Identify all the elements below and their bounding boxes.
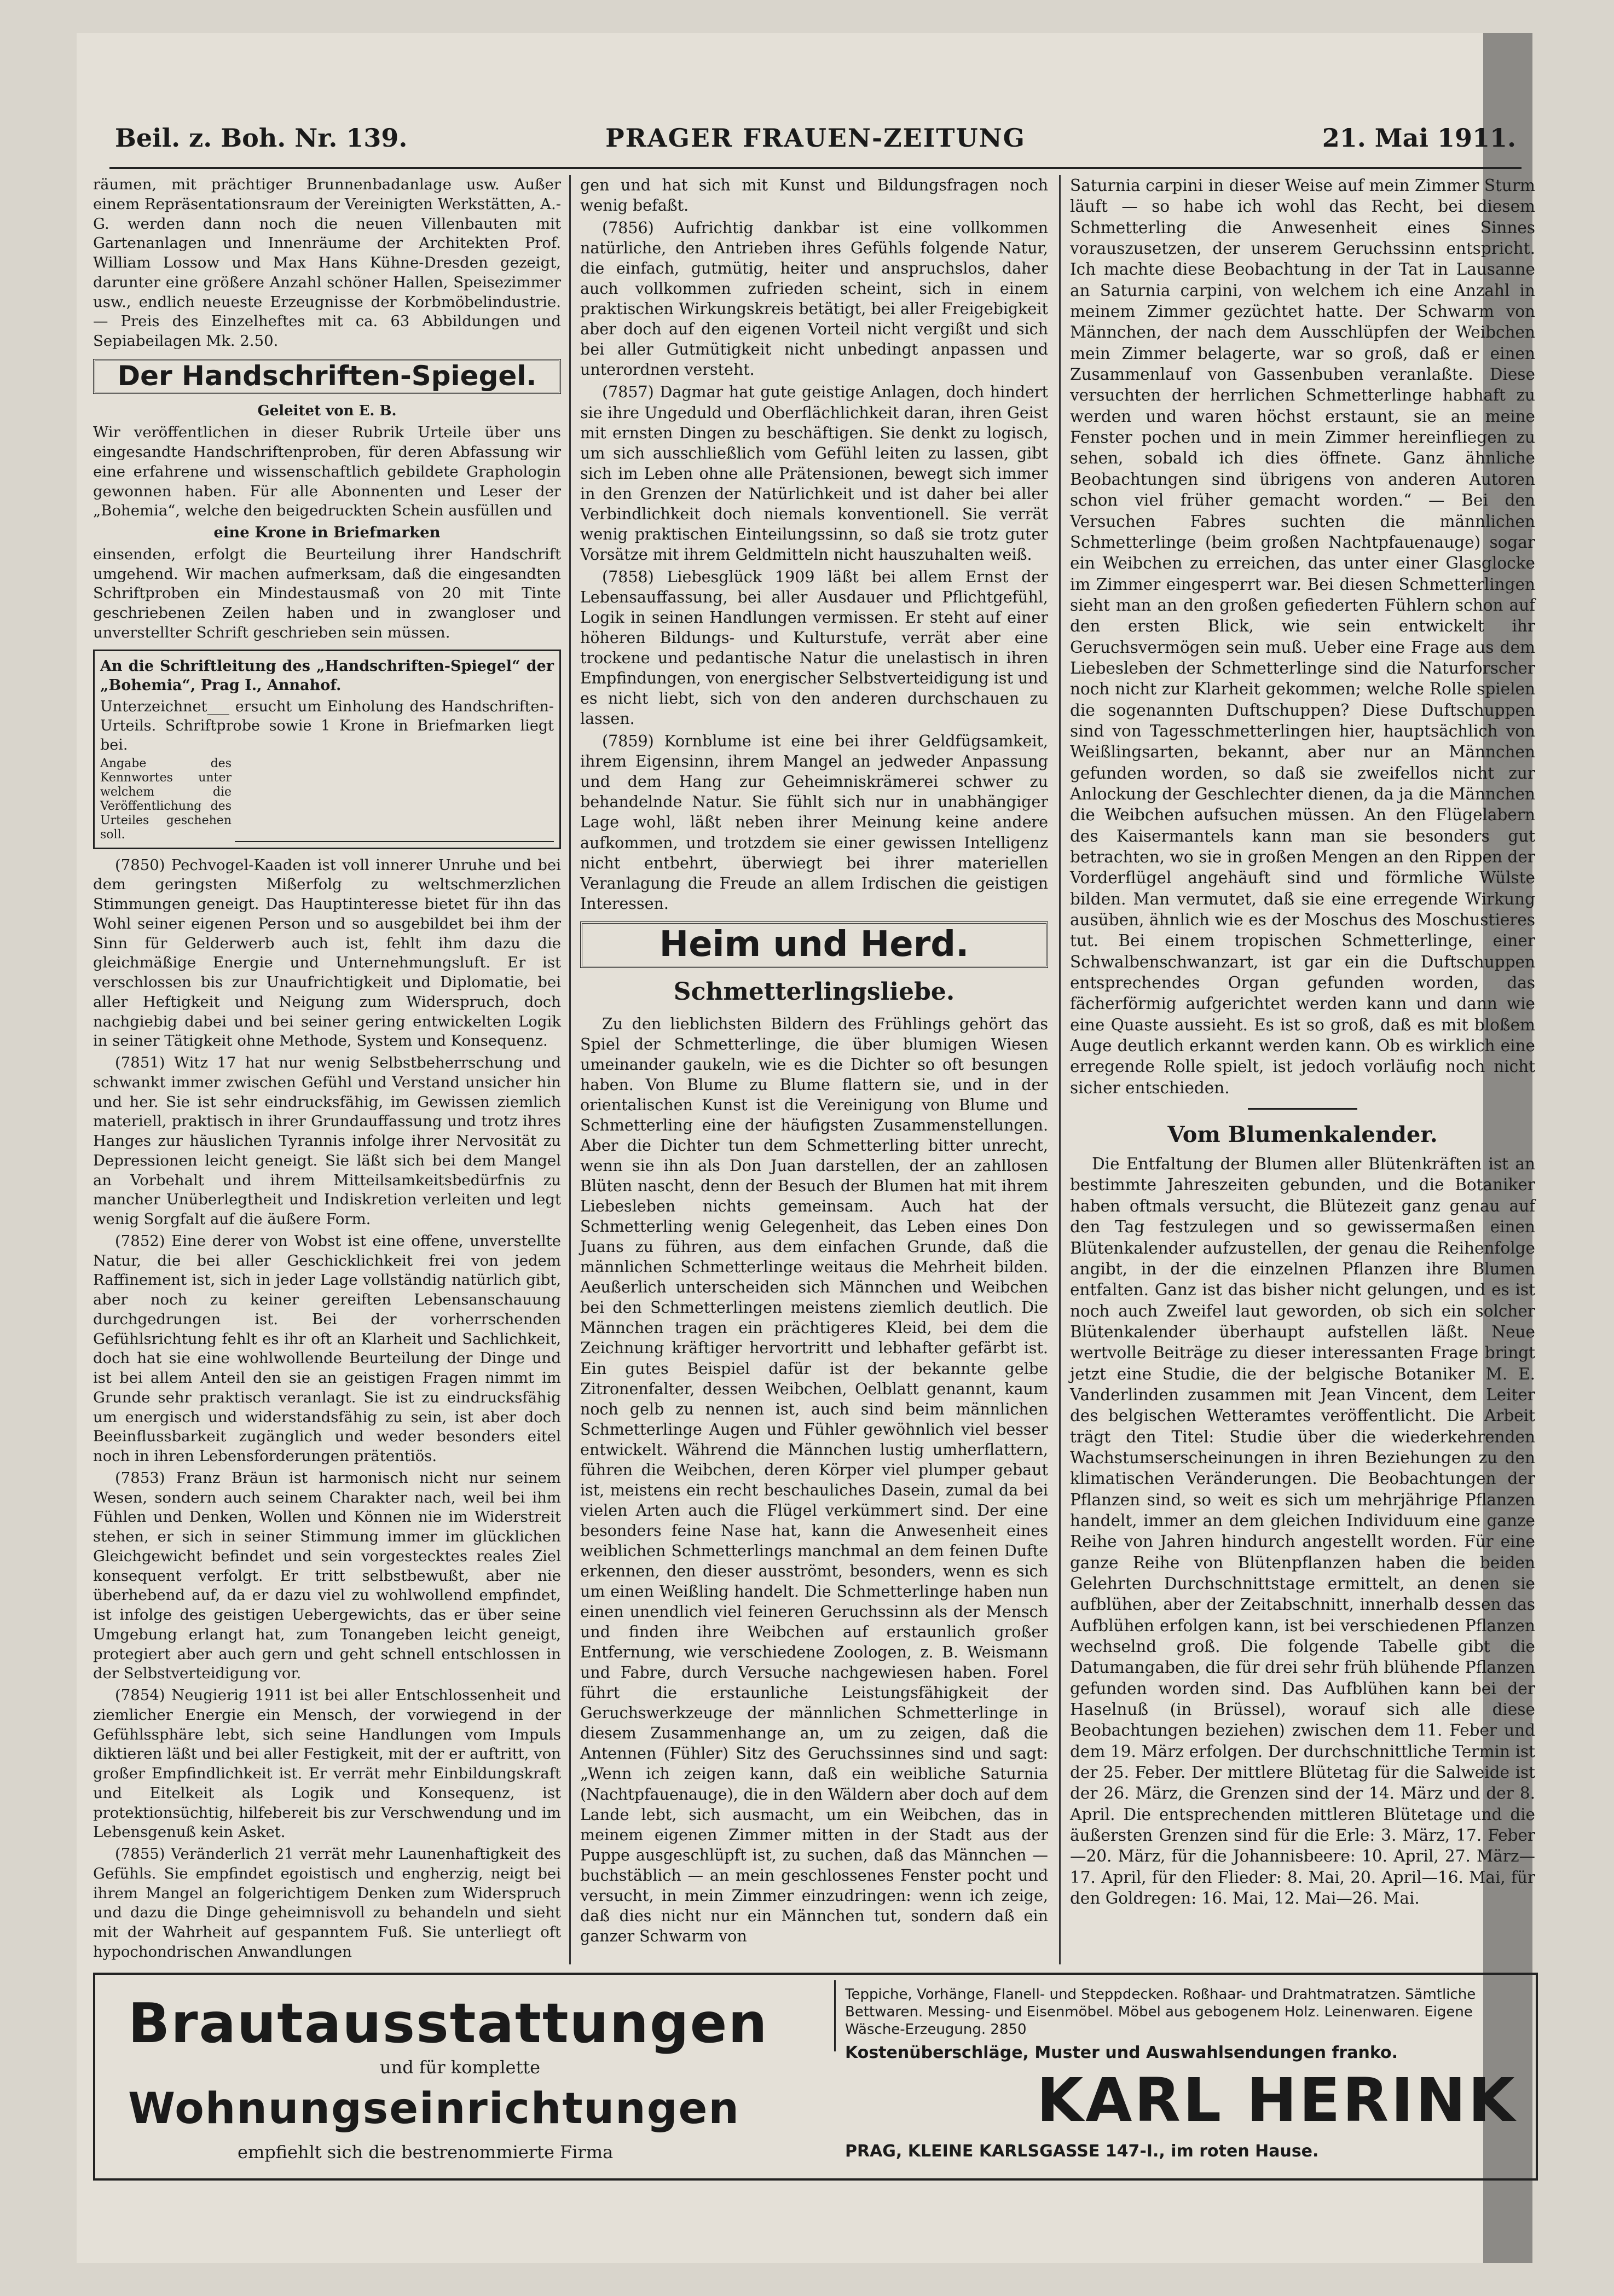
section-title: Der Handschriften-Spiegel. [117, 360, 537, 392]
advertisement [93, 1973, 1538, 2181]
entry: (7858) Liebesglück 1909 läßt bei allem Ernst der Lebensauffassung, bei aller Ausdauer und Pflichtgefühl, Logik in seinen Handlungen vermissen. Er steht auf einer höheren Bildungs- und Kulturstufe, verrät aber eine trockene und pedantische Natur die unelastisch in ihren Empfindungen, von energischer Selbstverteidigung ist und es nicht liebt, sich von den anderen durchschauen zu lassen. [580, 567, 1048, 728]
coupon-field[interactable] [100, 757, 554, 842]
column-3 [1070, 175, 1535, 1911]
article-body: Saturnia carpini in dieser Weise auf mein Zimmer Sturm läuft — so habe ich wohl das Recht, bei diesem Schmetterling die Anwesenheit eines Sinnes vorauszusetzen, der unserem Geruchssinn entspricht. Ich machte diese Beobachtung in der Tat in Lausanne an Saturnia carpini, von welchem ich eine Anzahl in meinem Zimmer gezüchtet hatte. Der Schwarm von Männchen, der nach dem Ausschlüpfen der Weibchen mein Zimmer belagerte, war so groß, daß er einen Zusammenlauf von Gassenbuben veranlaßte. Diese versuchten der herrlichen Schmetterlinge habhaft zu werden und waren höchst erstaunt, sie an meine Fenster pochen und in mein Zimmer hereinfliegen zu sehen, sobald ich dies öffnete. Ganz ähnliche Beobachtungen sind übrigens von anderen Autoren schon viel früher gemacht worden.“ — Bei den Versuchen Fabres suchten die männlichen Schmetterlinge (beim großen Nachtpfauenauge) sogar ein Weibchen zu erreichen, das unter einer Glasglocke im Zimmer eingesperrt war. Bei diesen Schmetterlingen sieht man an den großen gefiederten Fühlern schon auf den ersten Blick, wie sein entwickelt ihr Geruchsvermögen sein muß. Ueber eine Frage aus dem Liebesleben der Schmetterlinge sind die Naturforscher noch nicht zur Klarheit gekommen; welche Rolle spielen die sogenannten Duftschuppen? Diese Duftschuppen sind von Tagesschmetterlingen hier, hauptsächlich von Weißlingsarten, bekannt, aber nur an Männchen gefunden worden, so daß sie zweifellos nicht zur Anlockung der Geschlechter dienen, da ja die Männchen die Weibchen aufsuchen müssen. An den Flügelabern des Kaisermantels kann man sie besonders gut betrachten, wo sie in großen Mengen an den Rippen der Vorderflügel angehäuft sind und förmliche Wülste bilden. Man vermutet, daß sie eine erregende Wirkung ausüben, ähnlich wie es der Moschus des Moschustieres tut. Bei einem tropischen Schmetterlinge, einer Schwalbenschwanzart, ist gar ein die Duftschuppen entsprechendes Organ gefunden worden, das fächerförmig aufgerichtet werden kann und dann wie eine Quaste aussieht. Es ist so groß, daß es mit bloßem Auge deutlich erkannt werden kann. Ob es wirklich eine erregende Rolle spielt, ist jedoch vorläufig noch nicht sicher entschieden. [1070, 176, 1535, 1097]
column-divider [1059, 175, 1061, 1964]
entry: (7853) Franz Bräun ist harmonisch nicht nur seinem Wesen, sondern auch seinem Charakter nach, weil bei ihm Fühlen und Denken, Wollen und Können nie im Widerstreit stehen, er sich in seiner Stimmung immer im glücklichen Gleichgewicht befindet und sein vorgestecktes reales Ziel konsequent verfolgt. Er tritt selbstbewußt, aber nie überhebend auf, da er dazu viel zu wohlwollend empfindet, ist infolge des geistigen Uebergewichts, das er über seine Umgebung erlangt hat, zum Tonangeben leicht geneigt, protegiert aber auch gern und geht schnell entschlossen in der Selbstverteidigung vor. [93, 1469, 561, 1683]
header-masthead: PRAGER FRAUEN-ZEITUNG [605, 123, 1026, 153]
coupon-body: Unterzeichnet___ ersucht um Einholung des Handschriften-Urteils. Schriftprobe sowie 1 Krone in Briefmarken liegt bei. [100, 698, 554, 753]
column-1 [93, 175, 561, 1964]
ad-offer: Kostenüberschläge, Muster und Auswahlsendungen franko. [845, 2043, 1398, 2062]
ad-title: Brautausstattungen [128, 1991, 768, 2055]
coupon-field-label: Angabe des Kennwortes unter welchem die Veröffentlichung des Urteiles geschehen soll. [100, 756, 232, 842]
article-body: Zu den lieblichsten Bildern des Frühlings gehört das Spiel der Schmetterlinge, die über blumigen Wiesen umeinander gaukeln, wie es die Dichter so oft besungen haben. Von Blume zu Blume flattern sie, und in der orientalischen Kunst ist die Vereinigung von Blume und Schmetterling eine der häufigsten Zusammenstellungen. Aber die Dichter tun dem Schmetterling bitter unrecht, wenn sie ihn als Don Juan darstellen, der an zahllosen Blüten nascht, denn der Besuch der Blumen hat mit ihrem Liebesleben nichts gemeinsam. Auch hat der Schmetterling wenig Gelegenheit, das Leben eines Don Juans zu führen, aus dem einfachen Grunde, daß die männlichen Schmetterlinge weitaus die Mehrheit bilden. Aeußerlich unterscheiden sich Männchen und Weibchen bei den Schmetterlingen meistens ziemlich deutlich. Die Männchen tragen ein prächtigeres Kleid, bei dem die Zeichnung kräftiger hervortritt und lebhafter gefärbt ist. Ein gutes Beispiel dafür ist der bekannte gelbe Zitronenfalter, dessen Weibchen, Oelblatt genannt, kaum noch gelb zu nennen ist, auch sind beim männlichen Schmetterlinge Augen und Fühler gewöhnlich viel besser entwickelt. Während die Männchen lustig umherflattern, führen die Weibchen, deren Körper viel plumper gebaut ist, meistens ein recht beschauliches Dasein, zumal da bei vielen Arten auch die Flügel verkümmert sind. Der eine besonders feine Nase hat, kann die Anwesenheit eines weiblichen Schmetterlings manchmal an dem feinen Dufte erkennen, den dieser ausströmt, besonders, wenn es sich um einen Weißling handelt. Die Schmetterlinge haben nun einen unendlich viel feineren Geruchssinn als der Mensch und finden ihre Weibchen auf erstaunlich großer Entfernung, wie verschiedene Zoologen, z. B. Weismann und Fabre, durch Versuche nachgewiesen haben. Forel führt die erstaunliche Leistungsfähigkeit der Geruchswerkzeuge der männlichen Schmetterlinge in diesem Zusammenhange an, um zu zeigen, daß die Antennen (Fühler) Sitz des Geruchssinnes sind und sagt: „Wenn ich zeigen kann, daß ein weibliche Saturnia (Nachtpfauenauge), die in den Wäldern aber doch auf dem Lande lebt, sich ausmacht, um ein Weibchen, das in meinem eigenen Zimmer mitten in der Stadt aus der Puppe ausgeschlüpft ist, zu suchen, daß das Männchen — buchstäblich — an mein geschlossenes Fenster pocht und versucht, in mein Zimmer einzudringen: wenn ich zeige, daß dies nicht nur ein Männchen tut, sondern daß ein ganzer Schwarm von [580, 1014, 1048, 1945]
section-byline: Geleitet von E. B. [257, 402, 397, 419]
heim-und-herd-box [580, 921, 1048, 968]
coupon[interactable] [93, 650, 561, 849]
ad-products: Teppiche, Vorhänge, Flanell- und Steppdecken. Roßhaar- und Drahtmatratzen. Sämtliche Bettwaren. Messing- und Eisenmöbel. Möbel aus gebogenem Holz. Leinenwaren. Eigene Wäsche-Erzeugung. 2850 [845, 1986, 1476, 2038]
entry: (7856) Aufrichtig dankbar ist eine vollkommen natürliche, den Antrieben ihres Gefühls folgende Natur, die einfach, gutmütig, heiter und anspruchslos, daher auch vollkommen zufrieden scheint, sich in einem praktischen Wirkungskreis betätigt, bei aller Freigebigkeit aber doch auf den eigenen Vorteil nicht vergißt und sich bei aller Gutmütigkeit nicht unbedingt anpassen und unterordnen versteht. [580, 219, 1048, 379]
intro-paragraph: räumen, mit prächtiger Brunnenbadanlage usw. Außer einem Repräsentationsraum der Vereinigten Werkstätten, A.-G. werden dann noch die neuen Villenbauten mit Gartenanlagen und Innenräume der Architekten Prof. William Lossow und Max Hans Kühne-Dresden gezeigt, darunter eine größere Anzahl schöner Hallen, Speisezimmer usw., endlich neueste Erzeugnisse der Korbmöbelindustrie. — Preis des Einzelheftes mit ca. 63 Abbildungen und Sepiabeilagen Mk. 2.50. [93, 176, 561, 350]
entry: (7851) Witz 17 hat nur wenig Selbstbeherrschung und schwankt immer zwischen Gefühl und Verstand unsicher hin und her. Sie ist sehr eindrucksfähig, im Gewissen ziemlich materiell, praktisch in ihrer Grundauffassung und trotz ihres Hanges zur häuslichen Tyrannis infolge ihrer Nervosität zu Depressionen leicht geneigt. Sie läßt sich bei dem Mangel an Vorbehalt und ihrem Mitteilsamkeitsbedürfnis zu mancher Unüberlegtheit und Indiskretion verleiten und legt wenig Sorgfalt auf die äußere Form. [93, 1054, 561, 1228]
ad-footer: empfiehlt sich die bestrenommierte Firma [238, 2142, 614, 2162]
ad-address: PRAG, KLEINE KARLSGASSE 147-I., im roten Hause. [845, 2142, 1319, 2161]
info-paragraph: Wir veröffentlichen in dieser Rubrik Urteile über uns eingesandte Handschriftenproben, für deren Abfassung wir eine erfahrene und wissenschaftlich gebildete Graphologin gewonnen haben. Für alle Abonnenten und Leser der „Bohemia“, welche den beigedruckten Schein ausfüllen und [93, 424, 561, 520]
coupon-fill-line[interactable] [235, 825, 554, 842]
ad-company-name: KARL HERINK [1037, 2065, 1517, 2135]
column-divider [569, 175, 571, 1964]
ad-subtitle: und für komplette [380, 2057, 541, 2078]
ad-divider [834, 1980, 836, 2051]
ad-title-2: Wohnungseinrichtungen [128, 2084, 740, 2133]
page-header [115, 123, 1516, 161]
entry: (7855) Veränderlich 21 verrät mehr Launenhaftigkeit des Gefühls. Sie empfindet egoistisch und engherzig, neigt bei ihrem Mangel an folgerichtigem Denken zum Widerspruch und dazu die Dinge geheimnisvoll zu behandeln und sieht mit der Wahrheit auf gespanntem Fuß. Sie unterliegt oft hypochondrischen Anwandlungen [93, 1845, 561, 1961]
section-title: Heim und Herd. [659, 924, 969, 965]
coupon-heading: An die Schriftleitung des „Handschriften-Spiegel“ der „Bohemia“, Prag I., Annahof. [100, 657, 554, 694]
column-2 [580, 175, 1048, 1949]
info-highlight: eine Krone in Briefmarken [213, 524, 441, 541]
entry: (7859) Kornblume ist eine bei ihrer Geldfügsamkeit, ihrem Eigensinn, ihrem Mangel an jedweder Anpassung und dem Hang zur Geheimniskrämerei schwer zu behandelnde Natur. Sie fühlt sich nur in unabhängiger Lage wohl, läßt neben ihrer Meinung keine andere aufkommen, und trotzdem sie einer gewissen Intelligenz nicht entbehrt, überwiegt bei ihrer materiellen Veranlagung die Freude an allem Irdischen die geistigen Interessen. [580, 732, 1048, 913]
header-issue: Beil. z. Boh. Nr. 139. [115, 123, 408, 153]
entry: (7850) Pechvogel-Kaaden ist voll innerer Unruhe und bei dem geringsten Mißerfolg zu weltschmerzlichen Stimmungen geneigt. Das Hauptinteresse bietet für ihn das Wohl seiner eigenen Person und so ausgebildet bei ihm der Sinn für Gelderwerb auch ist, fehlt ihm dazu die gleichmäßige Energie und Unternehmungsluft. Er ist verschlossen bis zur Unaufrichtigkeit und Diplomatie, bei aller Heftigkeit und Neigung zum Widerspruch, doch nachgiebig dabei und bei seiner gering entwickelten Logik in seiner Tätigkeit ohne Methode, System und Konsequenz. [93, 856, 561, 1050]
entry: (7852) Eine derer von Wobst ist eine offene, unverstellte Natur, die bei aller Geschicklichkeit frei von jedem Raffinement ist, sich in jeder Lage vollständig natürlich gibt, aber noch zu keiner gereiften Lebensanschauung durchgedrungen ist. Bei der vorherrschenden Gefühlsrichtung fehlt es ihr oft an Klarheit und Sachlichkeit, doch hat sie eine wohlwollende Beurteilung der Dinge und ist bei allem Anteil den sie an geistigen Fragen nimmt im Grunde sehr praktisch veranlagt. Sie ist zu eindrucksfähig um energisch und widerstandsfähig zu sein, ist aber doch Beeinflussbarkeit zugänglich und weder besonders eitel noch in ihren Lebensforderungen prätentiös. [93, 1232, 561, 1465]
header-date: 21. Mai 1911. [1322, 123, 1516, 153]
entry: (7857) Dagmar hat gute geistige Anlagen, doch hindert sie ihre Ungeduld und Oberflächlichkeit daran, ihren Geist mit ernsten Dingen zu beschäftigen. Sie denkt zu logisch, um sich ausschließlich vom Gefühl leiten zu lassen, gibt sich im Leben ohne alle Prätensionen, bewegt sich immer in den Grenzen der Natürlichkeit und ist daher bei aller Verbindlichkeit doch niemals konventionell. Sie verrät wenig praktischen Einteilungssinn, so daß sie trotz guter Vorsätze mit ihrem Geldmitteln nicht hauszuhalten weiß. [580, 383, 1048, 564]
article-body: Die Entfaltung der Blumen aller Blütenkräften ist an bestimmte Jahreszeiten gebunden, und die Botaniker haben oftmals versucht, die Blütezeit ganz genau auf den Tag festzulegen und so gewissermaßen einen Blütenkalender aufzustellen, der genau die Reihenfolge angibt, in der die einzelnen Pflanzen ihre Blumen entfalten. Ganz ist das bisher nicht gelungen, und es ist noch auch Zweifel laut geworden, ob sich ein solcher Blütenkalender überhaupt aufstellen läßt. Neue wertvolle Beiträge zu dieser interessanten Frage bringt jetzt eine Studie, die der belgische Botaniker M. E. Vanderlinden zusammen mit Jean Vincent, dem Leiter des belgischen Wetteramtes veröffentlicht. Die Arbeit trägt den Titel: Studie über die wiederkehrenden Wachstumserscheinungen in ihren Beziehungen zu den klimatischen Veränderungen. Die Beobachtungen der Pflanzen sind, so weit es sich um mehrjährige Pflanzen handelt, immer an dem gleichen Individuum eine ganze Reihe von Jahren hindurch angestellt worden. Für eine ganze Reihe von Blütenpflanzen haben die beiden Gelehrten Durchschnittstage ermittelt, an denen sie aufblühen, aber der Zeitabschnitt, innerhalb dessen das Aufblühen erfolgen kann, ist bei verschiedenen Pflanzen wechselnd groß. Die folgende Tabelle gibt die Datumangaben, die für drei sehr früh blühende Pflanzen gefunden worden sind. Das Aufblühen kann bei der Haselnuß (in Brüssel), worauf sich alle diese Beobachtungen beziehen) zwischen dem 11. Feber und dem 19. März erfolgen. Der durchschnittliche Termin ist der 25. Feber. Der mittlere Blütetag für die Salweide ist der 26. März, die Grenzen sind der 14. März und der 8. April. Die entsprechenden mittleren Blütetage und die äußersten Grenzen sind für die Erle: 3. März, 17. Feber—20. März, für die Johannisbeere: 10. April, 27. März—17. April, für den Flieder: 8. Mai, 20. April—16. Mai, für den Goldregen: 16. Mai, 12. Mai—26. Mai. [1070, 1155, 1535, 1908]
header-rule [109, 167, 1522, 169]
article-title: Schmetterlingsliebe. [673, 977, 955, 1006]
divider [1248, 1108, 1357, 1110]
entry: gen und hat sich mit Kunst und Bildungsfragen noch wenig befaßt. [580, 176, 1048, 215]
entry: (7854) Neugierig 1911 ist bei aller Entschlossenheit und ziemlicher Energie ein Mensch, der vorwiegend in der Gefühlssphäre lebt, sich seine Handlungen vom Impuls diktieren läßt und bei aller Festigkeit, mit der er auftritt, von großer Empfindlichkeit ist. Er verrät mehr Einbildungskraft und Eitelkeit als Logik und Konsequenz, ist protektionsüchtig, hilfebereit bis zur Verschwendung und im Lebensgenuß kein Asket. [93, 1686, 561, 1841]
info-paragraph: einsenden, erfolgt die Beurteilung ihrer Handschrift umgehend. Wir machen aufmerksam, daß die eingesandten Schriftproben ein Mindestausmaß von 20 mit Tinte geschriebenen Zeilen haben und in zwangloser und unverstellter Schrift geschrieben sein müssen. [93, 545, 561, 641]
article-title: Vom Blumenkalender. [1167, 1122, 1438, 1148]
handschriften-box [93, 359, 561, 394]
